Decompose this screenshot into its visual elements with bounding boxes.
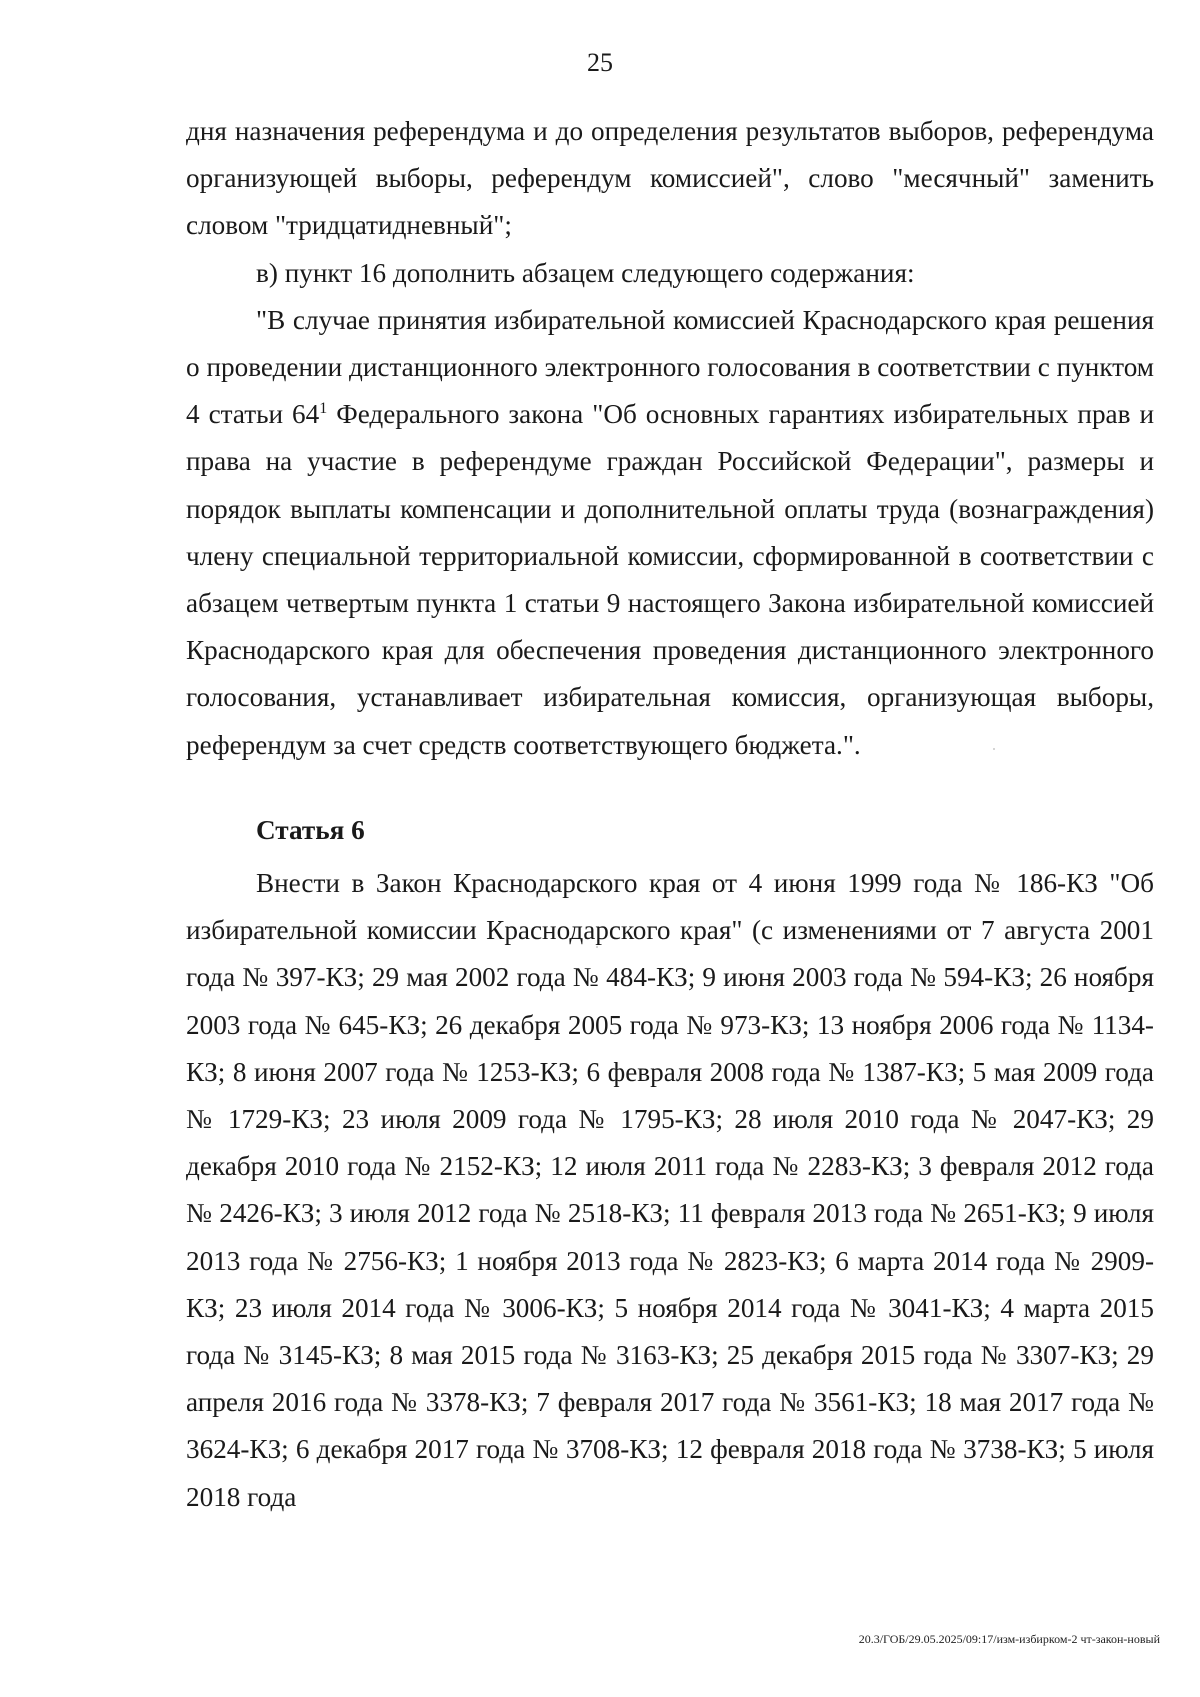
scan-speck: [993, 748, 995, 750]
document-footer-stamp: 20.3/ГОБ/29.05.2025/09:17/изм-избирком-2 чт-закон-новый: [858, 1632, 1160, 1646]
scan-speck: [596, 946, 598, 948]
document-body: [186, 108, 1154, 1521]
quote-text-end: Федерального закона "Об основных гарантиях избирательных прав и права на участие в референдуме граждан Российской Федерации", размеры и порядок выплаты компенсации и дополнительной оплаты труда (вознаграждения) члену специальной территориальной комиссии, сформированной в соответствии с абзацем четвертым пункта 1 статьи 9 настоящего Закона избирательной комиссией Краснодарского края для обеспечения проведения дистанционного электронного голосования, устанавливает избирательная комиссия, организующая выборы, референдум за счет средств соответствующего бюджета.".: [186, 399, 1154, 760]
quote-text-start: "В случае принятия избирательной комиссией Краснодарского края решения о проведении дистанционного электронного голосования в соответствии с пунктом 4 статьи 64: [186, 304, 1154, 430]
article-paragraph: Внести в Закон Краснодарского края от 4 июня 1999 года № 186-КЗ "Об избирательной комиссии Краснодарского края" (с изменениями от 7 августа 2001 года № 397-КЗ; 29 мая 2002 года № 484-КЗ; 9 июня 2003 года № 594-КЗ; 26 ноября 2003 года № 645-КЗ; 26 декабря 2005 года № 973-КЗ; 13 ноября 2006 года № 1134-КЗ; 8 июня 2007 года № 1253-КЗ; 6 февраля 2008 года № 1387-КЗ; 5 мая 2009 года № 1729-КЗ; 23 июля 2009 года № 1795-КЗ; 28 июля 2010 года № 2047-КЗ; 29 декабря 2010 года № 2152-КЗ; 12 июля 2011 года № 2283-КЗ; 3 февраля 2012 года № 2426-КЗ; 3 июля 2012 года № 2518-КЗ; 11 февраля 2013 года № 2651-КЗ; 9 июля 2013 года № 2756-КЗ; 1 ноября 2013 года № 2823-КЗ; 6 марта 2014 года № 2909-КЗ; 23 июля 2014 года № 3006-КЗ; 5 ноября 2014 года № 3041-КЗ; 4 марта 2015 года № 3145-КЗ; 8 мая 2015 года № 3163-КЗ; 25 декабря 2015 года № 3307-КЗ; 29 апреля 2016 года № 3378-КЗ; 7 февраля 2017 года № 3561-КЗ; 18 мая 2017 года № 3624-КЗ; 6 декабря 2017 года № 3708-КЗ; 12 февраля 2018 года № 3738-КЗ; 5 июля 2018 года: [186, 868, 1154, 1512]
paragraph-quote: [186, 297, 1154, 769]
paragraph-item-v: в) пункт 16 дополнить абзацем следующего содержания:: [256, 257, 915, 288]
article-superscript: 1: [319, 400, 328, 418]
paragraph-continuation: дня назначения референдума и до определения результатов выборов, референдума организующей выборы, референдум комиссией", слово "месячный" заменить словом "тридцатидневный";: [186, 116, 1154, 241]
article-heading: Статья 6: [256, 814, 365, 845]
page-number: 25: [587, 48, 613, 77]
